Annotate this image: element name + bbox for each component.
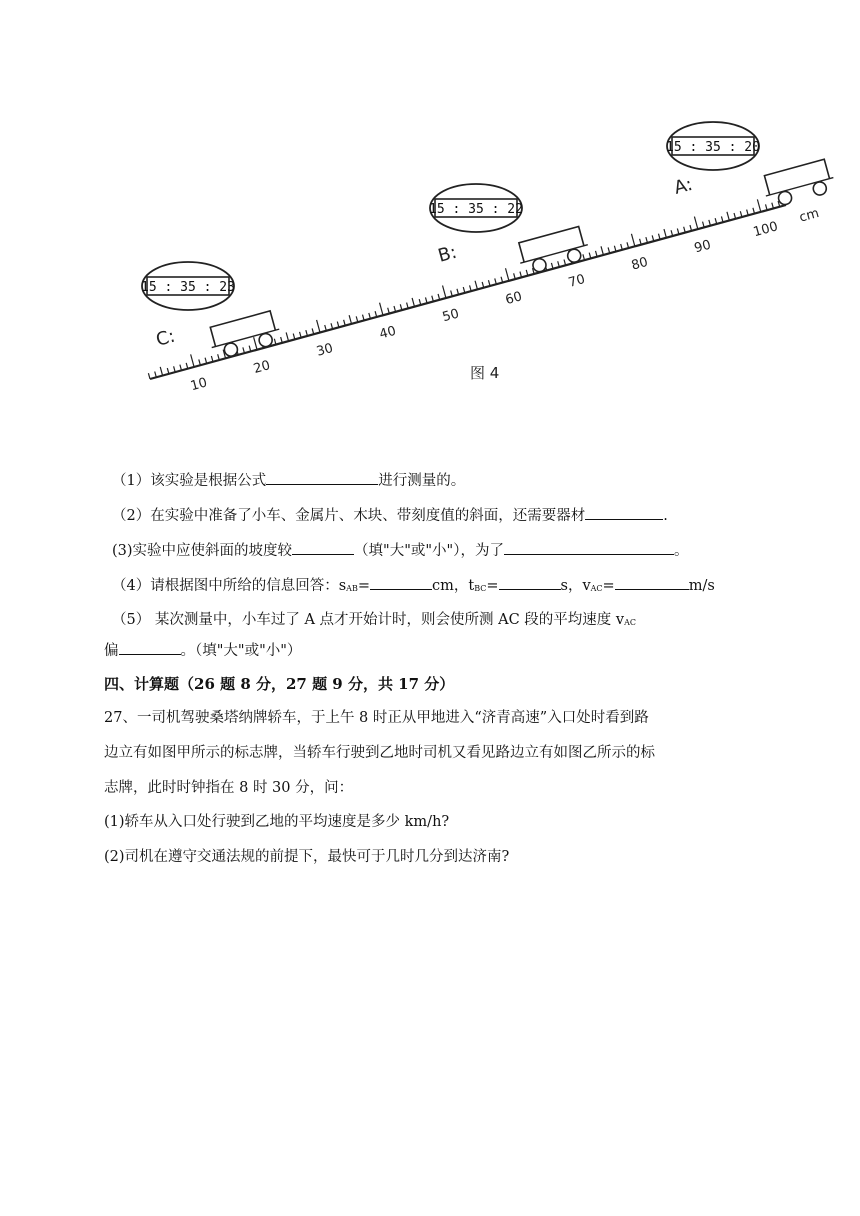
q2-text-end: . xyxy=(663,508,668,524)
ruler-tick xyxy=(721,216,723,222)
ruler-tick xyxy=(627,242,629,248)
q3-text: (3)实验中应使斜面的坡度较 xyxy=(112,543,293,559)
slope-experiment-figure xyxy=(0,0,860,420)
ruler-tick xyxy=(709,220,711,226)
ruler-tick xyxy=(281,337,283,343)
ruler-tick xyxy=(747,210,749,216)
ruler-tick-label: 40 xyxy=(377,323,398,343)
q4-eq: = xyxy=(486,578,499,594)
point-label: C: xyxy=(153,325,178,351)
q1-blank[interactable] xyxy=(266,470,378,485)
ruler-tick xyxy=(677,228,679,234)
q4-s: s，v xyxy=(560,578,591,594)
question-5-line-2 xyxy=(104,640,301,661)
ruler-unit-label: cm xyxy=(797,205,821,226)
ruler-tick xyxy=(646,237,648,243)
ruler-tick xyxy=(495,278,497,284)
ruler-tick xyxy=(407,303,409,309)
ruler-tick xyxy=(254,337,257,350)
ruler-tick xyxy=(363,315,365,321)
ruler-tick xyxy=(331,323,333,329)
ruler-tick xyxy=(475,281,477,290)
q5-sub-ac: AC xyxy=(624,618,637,627)
point-label: A: xyxy=(671,173,695,199)
ruler-tick xyxy=(394,306,396,312)
ruler-tick xyxy=(218,354,220,360)
ruler-tick xyxy=(274,339,276,345)
ruler-tick xyxy=(375,311,377,317)
ruler-tick xyxy=(558,261,560,267)
ruler-tick xyxy=(520,272,522,278)
ruler-tick xyxy=(640,239,642,245)
ruler-tick xyxy=(155,371,157,377)
ruler-tick xyxy=(380,303,383,316)
timer-text: 15 : 35 : 23 xyxy=(141,280,235,295)
ruler-tick xyxy=(727,212,729,221)
q2-blank[interactable] xyxy=(585,505,663,520)
ruler-tick xyxy=(312,328,314,334)
ruler-tick xyxy=(740,211,742,217)
ruler-tick xyxy=(432,296,434,302)
ruler-tick-label: 30 xyxy=(314,340,335,360)
ruler-tick xyxy=(243,347,245,353)
q3-blank-1[interactable] xyxy=(292,540,354,555)
ruler-tick xyxy=(671,230,673,236)
ruler-tick xyxy=(199,359,201,365)
ruler-tick xyxy=(317,320,320,333)
q27-line-3: 志牌，此时时钟指在 8 时 30 分，问： xyxy=(104,780,354,796)
q4-sub-bc: BC xyxy=(474,584,487,593)
ruler-tick xyxy=(596,251,598,257)
ruler-tick xyxy=(470,285,472,291)
ruler-tick xyxy=(506,268,509,281)
ruler-tick xyxy=(757,199,760,212)
ruler-tick xyxy=(501,277,503,283)
question-1 xyxy=(112,470,465,491)
ruler-tick xyxy=(451,291,453,297)
q2-text: （2）在实验中准备了小车、金属片、木块、带刻度值的斜面，还需要器材 xyxy=(112,508,586,524)
ruler-tick xyxy=(589,253,591,259)
q27-line-2: 边立有如图甲所示的标志牌，当轿车行驶到乙地时司机又看见路边立有如图乙所示的标 xyxy=(104,745,655,761)
ruler-tick xyxy=(167,368,169,374)
q1-text-end: 进行测量的。 xyxy=(378,473,466,489)
q5-text-2: 偏 xyxy=(104,643,119,659)
ruler-tick xyxy=(664,229,666,238)
timer-text: 15 : 35 : 22 xyxy=(429,202,523,217)
ruler-tick xyxy=(482,282,484,288)
ruler-tick xyxy=(772,203,774,209)
ruler-tick xyxy=(325,325,327,331)
ruler-tick xyxy=(344,320,346,326)
ruler-tick xyxy=(608,247,610,253)
ruler-tick xyxy=(300,332,302,338)
ruler-tick xyxy=(457,289,459,295)
q4-blank-vac[interactable] xyxy=(615,575,689,590)
ruler-tick xyxy=(488,280,490,286)
ruler-tick xyxy=(734,213,736,219)
timer-text: 15 : 35 : 20 xyxy=(666,140,760,155)
ruler-tick xyxy=(514,273,516,279)
q3-blank-2[interactable] xyxy=(504,540,674,555)
q4-sub-ac: AC xyxy=(590,584,603,593)
ruler-tick-label: 90 xyxy=(692,237,713,257)
ruler-tick xyxy=(526,270,528,276)
q4-text: （4）请根据图中所给的信息回答：s xyxy=(112,578,347,594)
ruler-tick xyxy=(658,234,660,240)
ruler-tick xyxy=(148,373,150,379)
ruler-tick xyxy=(419,299,421,305)
ruler-tick xyxy=(337,322,339,328)
q5-text-end: 。（填"大"或"小"） xyxy=(180,643,302,659)
q4-eq: = xyxy=(602,578,615,594)
q1-text: （1）该实验是根据公式 xyxy=(112,473,267,489)
ruler-tick-label: 80 xyxy=(629,254,650,274)
q4-sub-ab: AB xyxy=(346,584,358,593)
ruler-tick xyxy=(191,354,194,367)
ruler-tick xyxy=(180,365,182,371)
ruler-tick-label: 20 xyxy=(251,358,272,377)
point-label: B: xyxy=(435,241,460,267)
ruler-tick xyxy=(293,334,295,340)
ruler-tick xyxy=(551,263,553,269)
q5-text: （5） 某次测量中，小车过了 A 点才开始计时，则会使所测 AC 段的平均速度 v xyxy=(112,612,625,628)
ruler-tick xyxy=(388,308,390,314)
ruler-tick xyxy=(205,358,207,364)
ruler-tick xyxy=(564,260,566,266)
ruler-tick xyxy=(715,218,717,224)
ruler-tick xyxy=(174,366,176,372)
ruler-tick xyxy=(652,235,654,241)
ruler-tick xyxy=(621,244,623,250)
ruler-tick xyxy=(356,316,358,322)
section-heading: 四、计算题（26 题 8 分，27 题 9 分，共 17 分） xyxy=(104,675,455,693)
ruler-tick-label: 50 xyxy=(440,306,461,326)
figure-caption: 图 4 xyxy=(470,364,500,382)
ruler-tick-label: 10 xyxy=(189,375,209,395)
question-3 xyxy=(112,540,688,561)
ruler-tick xyxy=(286,332,288,341)
ruler-tick xyxy=(684,227,686,233)
q4-eq: = xyxy=(357,578,370,594)
q27-line-1: 27、一司机驾驶桑塔纳牌轿车，于上午 8 时正从甲地进入“济青高速”入口处时看到路 xyxy=(104,710,649,726)
ruler-tick xyxy=(160,367,162,376)
ruler-tick xyxy=(601,246,603,255)
ruler-tick xyxy=(443,285,446,298)
ruler-tick xyxy=(412,298,414,307)
q4-blank-tbc[interactable] xyxy=(499,575,561,590)
cart xyxy=(761,158,837,209)
cars-group xyxy=(141,122,837,361)
ruler-tick xyxy=(753,208,755,214)
q5-blank[interactable] xyxy=(119,640,181,655)
q3-text-end: 。 xyxy=(673,543,689,559)
ruler-tick-label: 60 xyxy=(503,289,524,309)
question-4 xyxy=(112,575,715,599)
question-5 xyxy=(112,610,636,633)
ruler-tick xyxy=(211,356,213,362)
ruler-tick xyxy=(694,217,697,230)
ruler-tick xyxy=(631,234,634,247)
ruler-tick xyxy=(438,294,440,300)
ruler-tick xyxy=(690,225,692,231)
ruler-tick xyxy=(369,313,371,319)
ruler-tick-label: 70 xyxy=(566,272,587,291)
ruler-tick xyxy=(766,204,768,210)
ruler-tick xyxy=(583,254,585,260)
ruler-tick xyxy=(400,304,402,310)
ruler-tick xyxy=(703,222,705,228)
q27-sub-2: (2)司机在遵守交通法规的前提下，最快可于几时几分到达济南? xyxy=(104,849,510,865)
ruler-tick xyxy=(186,363,188,369)
q4-ms: m/s xyxy=(688,578,715,594)
ruler-tick xyxy=(614,246,616,252)
q27-sub-1: (1)轿车从入口处行驶到乙地的平均速度是多少 km/h? xyxy=(104,814,450,830)
ruler-tick xyxy=(349,315,351,324)
ruler-tick-label: 100 xyxy=(751,219,780,241)
q4-cm: cm，t xyxy=(431,578,475,594)
ruler-tick xyxy=(306,330,308,336)
q4-blank-sab[interactable] xyxy=(370,575,432,590)
ruler-tick xyxy=(249,346,251,352)
ruler-tick xyxy=(463,287,465,293)
question-2 xyxy=(112,505,668,526)
ruler-tick xyxy=(425,297,427,303)
q3-text-mid: （填"大"或"小"），为了 xyxy=(354,543,504,559)
